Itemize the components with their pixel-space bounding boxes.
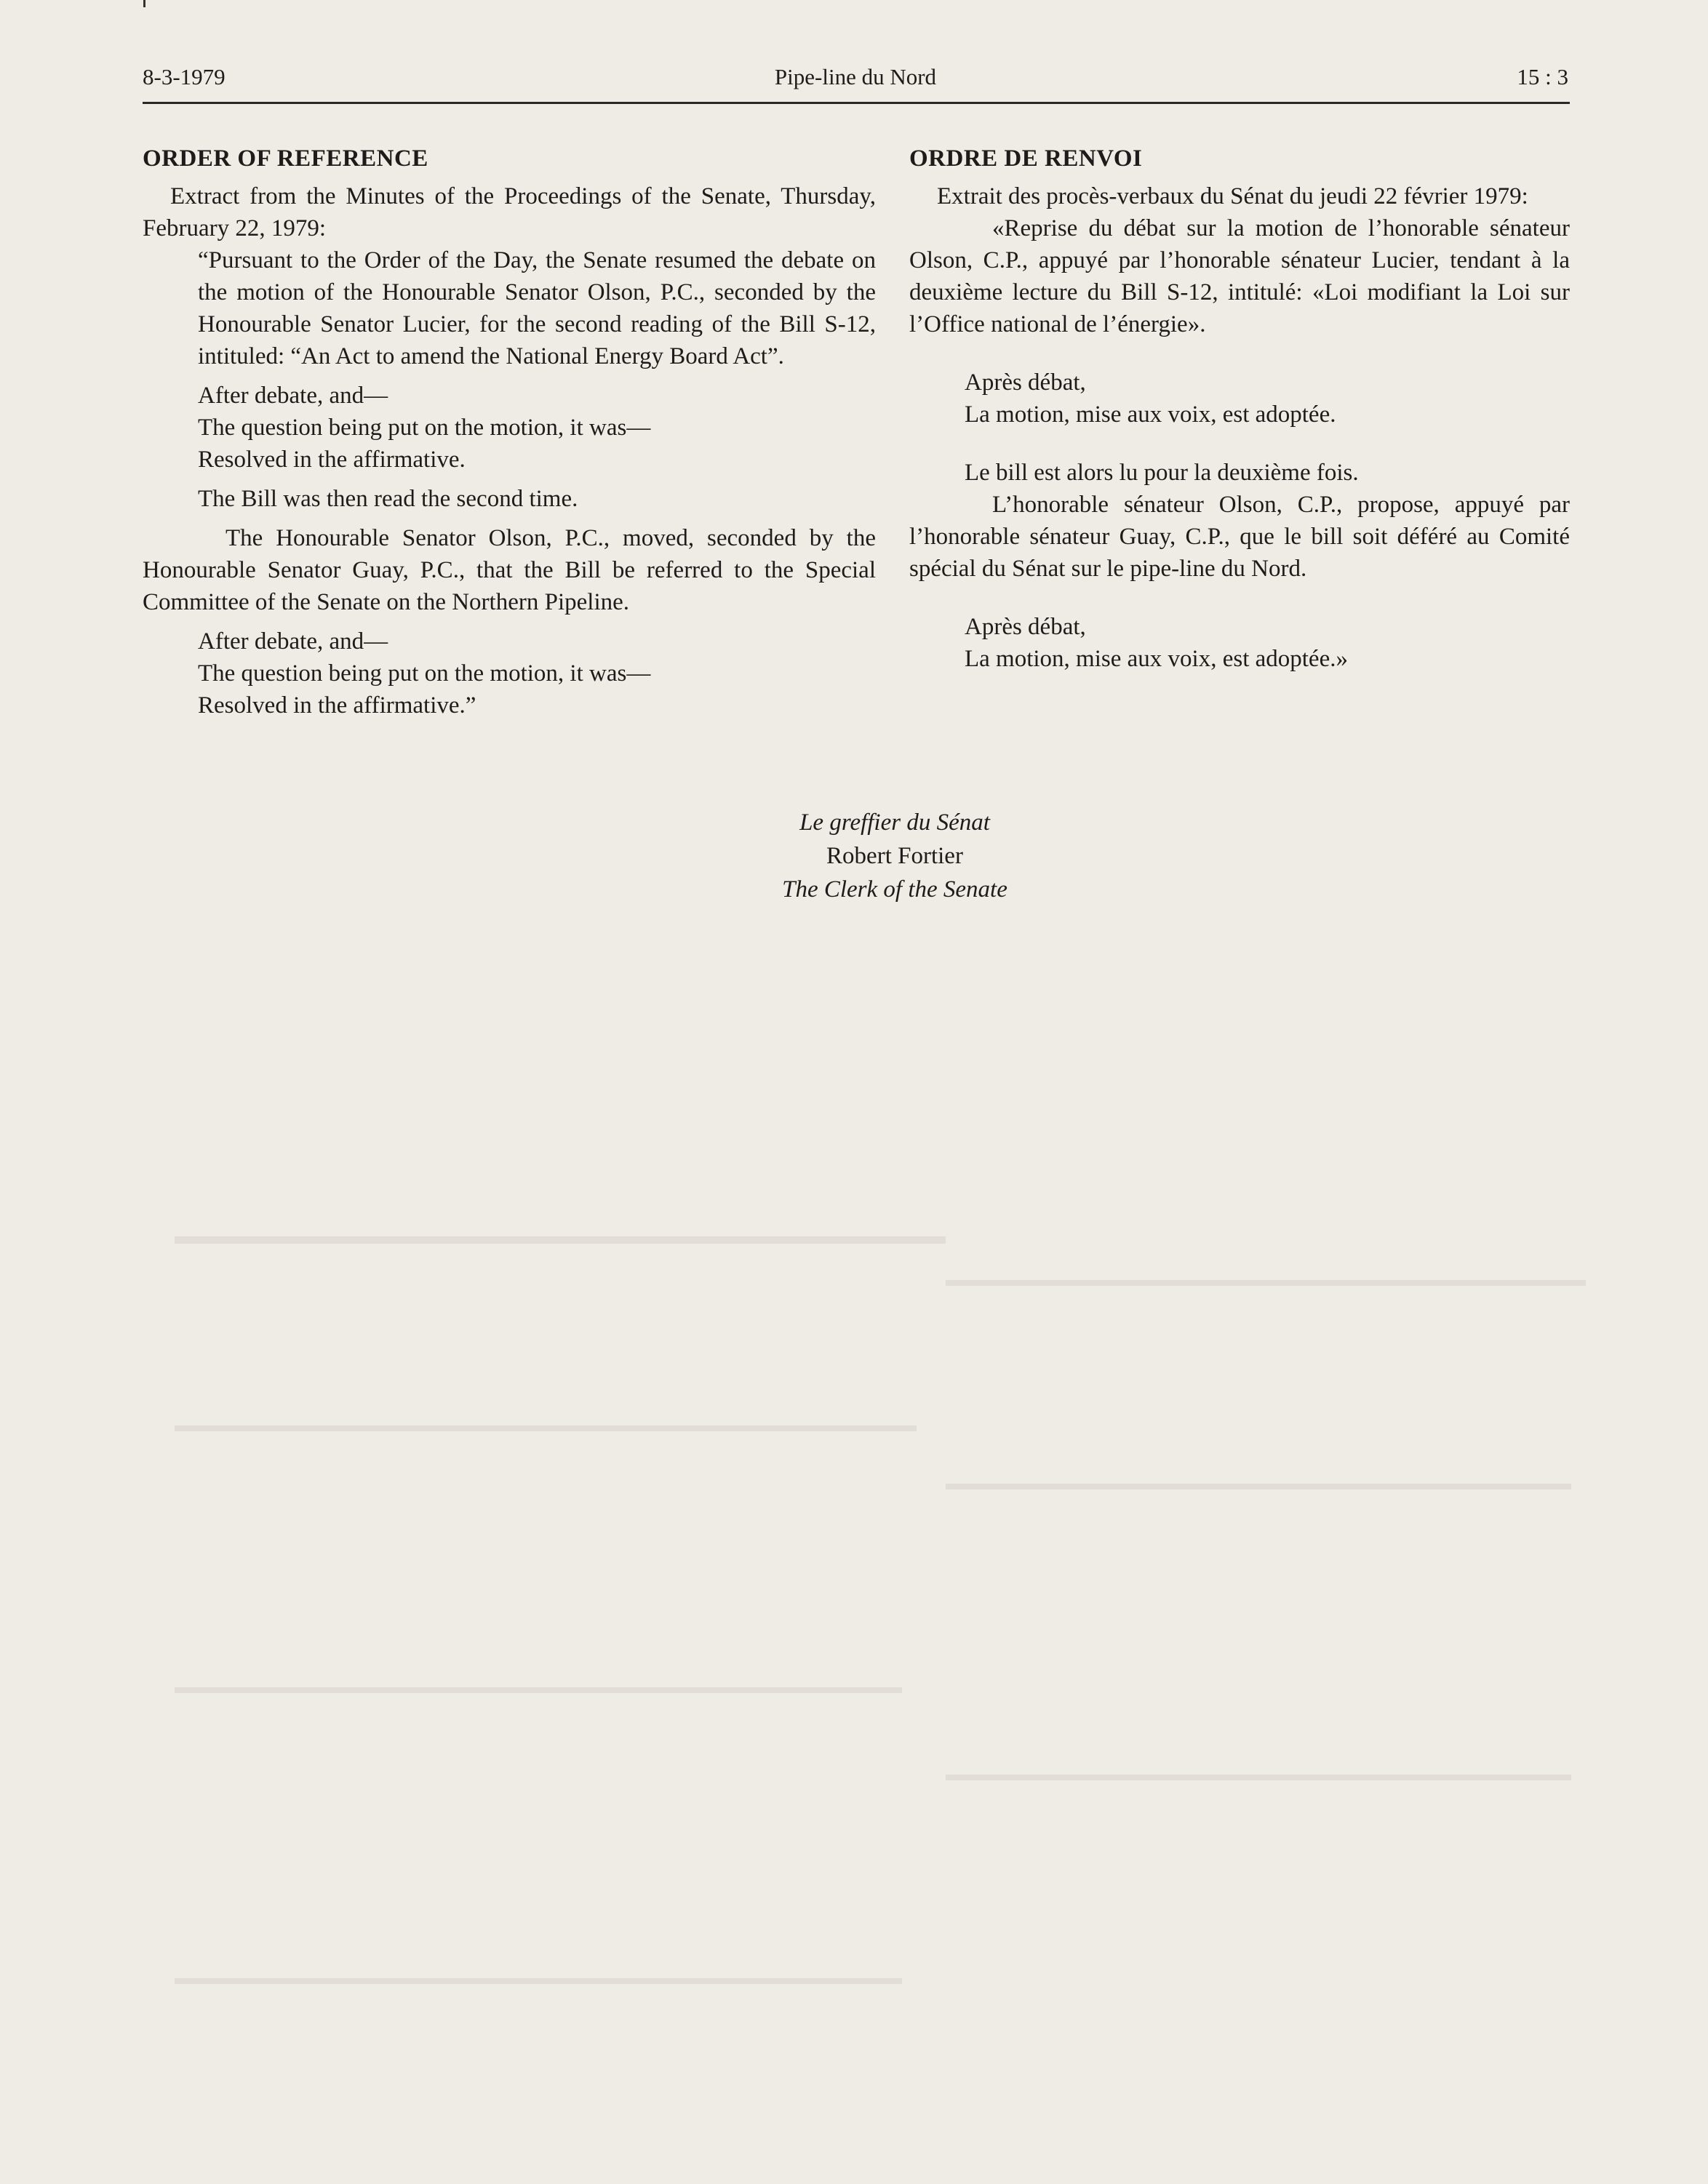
header-title: Pipe-line du Nord [774, 64, 937, 89]
french-intro: Extrait des procès-verbaux du Sénat du jeudi 22 février 1979: [937, 183, 1528, 209]
signature-french-title: Le greffier du Sénat [799, 809, 990, 836]
french-adopted-2: La motion, mise aux voix, est adoptée.» [965, 646, 1348, 672]
bleed-through-shadow [946, 1280, 1586, 1286]
page-header [143, 64, 1568, 100]
french-motion: L’honorable sénateur Olson, C.P., propose, appuyé par l’honorable sénateur Guay, C.P., que le bill soit déféré au Comité spécial du Sénat sur le pipe-line du Nord. [909, 492, 1570, 582]
top-edge-mark [143, 0, 145, 7]
bleed-through-shadow [175, 1425, 917, 1431]
french-second-reading: Le bill est alors lu pour la deuxième fois. [965, 460, 1359, 486]
english-motion: The Honourable Senator Olson, P.C., moved, seconded by the Honourable Senator Guay, P.C., that the Bill be referred to the Special Committee of the Senate on the Northern Pipeline. [143, 525, 876, 615]
english-question-2: The question being put on the motion, it was— [198, 660, 651, 687]
english-after-debate-2: After debate, and— [198, 628, 388, 655]
bleed-through-shadow [175, 1978, 902, 1984]
bleed-through-shadow [946, 1775, 1571, 1780]
header-rule [143, 102, 1570, 104]
french-column [909, 143, 1570, 675]
signature-name: Robert Fortier [826, 843, 963, 869]
english-column [143, 143, 876, 721]
english-second-reading: The Bill was then read the second time. [198, 486, 578, 512]
french-after-debate-1: Après débat, [965, 369, 1086, 396]
english-after-debate-1: After debate, and— [198, 383, 388, 409]
header-page-number: 15 : 3 [1517, 64, 1568, 89]
french-after-debate-2: Après débat, [965, 614, 1086, 640]
english-quote: “Pursuant to the Order of the Day, the Senate resumed the debate on the motion of the Honourable Senator Olson, P.C., seconded by the Honourable Senator Lucier, for the second reading of the Bill S-12, intituled: “An Act to amend the National Energy Board Act”. [198, 247, 876, 369]
signature-block [727, 806, 1062, 906]
header-date: 8-3-1979 [143, 64, 226, 89]
bleed-through-shadow [946, 1484, 1571, 1489]
english-intro: Extract from the Minutes of the Proceedings of the Senate, Thursday, February 22, 1979: [143, 183, 876, 241]
french-quote: «Reprise du débat sur la motion de l’honorable sénateur Olson, C.P., appuyé par l’honorable sénateur Lucier, tendant à la deuxième lecture du Bill S-12, intitulé: «Loi modifiant la Loi sur l’Office national de l’énergie». [909, 215, 1570, 337]
bleed-through-shadow [175, 1687, 902, 1693]
english-heading: ORDER OF REFERENCE [143, 145, 428, 172]
french-adopted-1: La motion, mise aux voix, est adoptée. [965, 401, 1336, 428]
signature-english-title: The Clerk of the Senate [782, 876, 1007, 903]
english-resolved-1: Resolved in the affirmative. [198, 447, 466, 473]
english-resolved-2: Resolved in the affirmative.” [198, 692, 476, 719]
french-heading: ORDRE DE RENVOI [909, 145, 1143, 172]
english-question-1: The question being put on the motion, it was— [198, 415, 651, 441]
bleed-through-shadow [175, 1236, 946, 1244]
